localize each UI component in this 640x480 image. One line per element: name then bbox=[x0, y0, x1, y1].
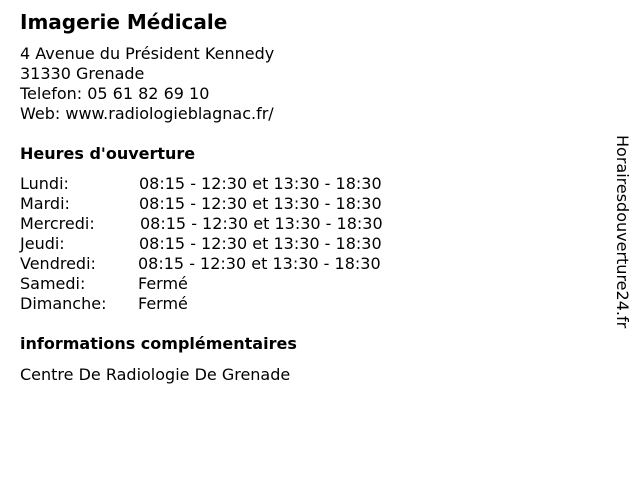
hours-day: Jeudi: bbox=[20, 234, 65, 253]
hours-row-tuesday bbox=[20, 194, 440, 214]
hours-time: 08:15 - 12:30 et 13:30 - 18:30 bbox=[140, 214, 383, 233]
hours-time: 08:15 - 12:30 et 13:30 - 18:30 bbox=[139, 194, 382, 213]
hours-day: Dimanche: bbox=[20, 294, 107, 313]
hours-day: Samedi: bbox=[20, 274, 86, 293]
contact-block bbox=[20, 44, 274, 124]
hours-heading: Heures d'ouverture bbox=[20, 144, 196, 163]
hours-time: Fermé bbox=[138, 274, 188, 293]
hours-row-sunday bbox=[20, 294, 440, 314]
site-watermark: Horairesdouverture24.fr bbox=[613, 135, 632, 329]
hours-day: Mardi: bbox=[20, 194, 70, 213]
hours-table bbox=[20, 174, 440, 314]
hours-day: Vendredi: bbox=[20, 254, 96, 273]
hours-day: Mercredi: bbox=[20, 214, 95, 233]
hours-row-saturday bbox=[20, 274, 440, 294]
hours-time: 08:15 - 12:30 et 13:30 - 18:30 bbox=[138, 254, 381, 273]
address-city: 31330 Grenade bbox=[20, 64, 145, 83]
info-text: Centre De Radiologie De Grenade bbox=[20, 365, 291, 384]
hours-time: 08:15 - 12:30 et 13:30 - 18:30 bbox=[139, 174, 382, 193]
info-heading: informations complémentaires bbox=[20, 334, 297, 353]
website-link[interactable]: Web: www.radiologieblagnac.fr/ bbox=[20, 104, 274, 123]
hours-time: Fermé bbox=[138, 294, 188, 313]
hours-row-wednesday bbox=[20, 214, 440, 234]
business-name: Imagerie Médicale bbox=[20, 10, 228, 34]
hours-time: 08:15 - 12:30 et 13:30 - 18:30 bbox=[139, 234, 382, 253]
phone-number[interactable]: Telefon: 05 61 82 69 10 bbox=[20, 84, 210, 103]
address-street: 4 Avenue du Président Kennedy bbox=[20, 44, 275, 63]
hours-row-monday bbox=[20, 174, 440, 194]
hours-row-thursday bbox=[20, 234, 440, 254]
hours-row-friday bbox=[20, 254, 440, 274]
hours-day: Lundi: bbox=[20, 174, 69, 193]
